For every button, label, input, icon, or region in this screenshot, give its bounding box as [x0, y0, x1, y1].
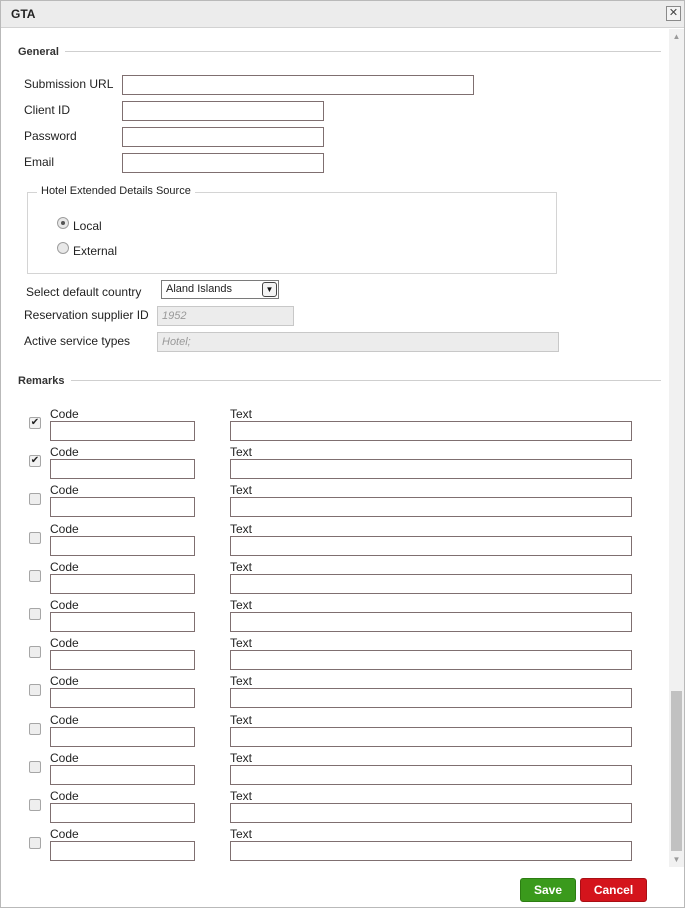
submission-url-label: Submission URL	[24, 77, 114, 91]
remark-text-input[interactable]	[230, 803, 632, 823]
client-id-label: Client ID	[24, 103, 71, 117]
remark-code-input[interactable]	[50, 803, 195, 823]
hotel-source-fieldset	[27, 192, 557, 274]
external-radio-label[interactable]: External	[73, 244, 118, 258]
remark-text-label: Text	[230, 636, 253, 650]
remark-checkbox[interactable]	[29, 646, 41, 658]
general-legend: General	[18, 46, 59, 58]
remark-code-label: Code	[50, 713, 79, 727]
remark-code-input[interactable]	[50, 765, 195, 785]
dialog-title: GTA	[11, 7, 36, 21]
scroll-up-icon[interactable]: ▲	[672, 32, 681, 41]
remark-text-input[interactable]	[230, 497, 632, 517]
remark-code-input[interactable]	[50, 841, 195, 861]
remark-text-input[interactable]	[230, 612, 632, 632]
remark-code-label: Code	[50, 598, 79, 612]
remark-checkbox[interactable]: ✔	[30, 455, 40, 466]
cancel-button[interactable]: Cancel	[580, 878, 647, 902]
remark-text-input[interactable]	[230, 841, 632, 861]
remark-text-input[interactable]	[230, 536, 632, 556]
remark-text-label: Text	[230, 674, 253, 688]
remark-checkbox[interactable]	[29, 723, 41, 735]
local-radio[interactable]	[57, 217, 69, 229]
password-input[interactable]	[122, 127, 324, 147]
remark-code-label: Code	[50, 751, 79, 765]
remark-checkbox[interactable]	[29, 532, 41, 544]
remarks-legend: Remarks	[18, 375, 65, 387]
remark-text-label: Text	[230, 560, 253, 574]
remark-text-input[interactable]	[230, 727, 632, 747]
save-button[interactable]: Save	[520, 878, 576, 902]
title-bar	[1, 1, 684, 28]
remark-code-input[interactable]	[50, 459, 195, 479]
remark-code-label: Code	[50, 522, 79, 536]
remark-text-label: Text	[230, 483, 253, 497]
remark-checkbox[interactable]	[29, 608, 41, 620]
scrollbar[interactable]	[669, 29, 684, 867]
remark-text-input[interactable]	[230, 765, 632, 785]
scrollbar-thumb[interactable]	[671, 691, 682, 851]
remark-code-input[interactable]	[50, 688, 195, 708]
remark-code-label: Code	[50, 789, 79, 803]
remark-checkbox[interactable]	[29, 570, 41, 582]
default-country-value: Aland Islands	[166, 283, 233, 295]
remark-text-label: Text	[230, 407, 253, 421]
remark-text-input[interactable]	[230, 421, 632, 441]
remark-code-input[interactable]	[50, 421, 195, 441]
remark-code-label: Code	[50, 674, 79, 688]
remark-code-label: Code	[50, 827, 79, 841]
close-icon[interactable]: ✕	[666, 6, 681, 21]
submission-url-input[interactable]	[122, 75, 474, 95]
remark-text-input[interactable]	[230, 650, 632, 670]
remark-checkbox[interactable]	[29, 684, 41, 696]
remark-code-label: Code	[50, 560, 79, 574]
scroll-down-icon[interactable]: ▼	[672, 855, 681, 864]
email-label: Email	[24, 155, 55, 169]
local-radio-label[interactable]: Local	[73, 219, 102, 233]
remark-code-input[interactable]	[50, 497, 195, 517]
dropdown-arrow-icon[interactable]: ▼	[262, 282, 277, 297]
hotel-source-legend: Hotel Extended Details Source	[37, 185, 195, 197]
remark-checkbox[interactable]	[29, 761, 41, 773]
remark-checkbox[interactable]	[29, 837, 41, 849]
active-service-types-input	[157, 332, 559, 352]
external-radio[interactable]	[57, 242, 69, 254]
remark-checkbox[interactable]: ✔	[30, 417, 40, 428]
default-country-label: Select default country	[26, 285, 142, 299]
remark-code-input[interactable]	[50, 536, 195, 556]
remark-text-input[interactable]	[230, 688, 632, 708]
dialog-footer	[1, 867, 684, 907]
password-label: Password	[24, 129, 77, 143]
remark-text-label: Text	[230, 751, 253, 765]
remark-checkbox[interactable]	[29, 799, 41, 811]
remark-code-label: Code	[50, 636, 79, 650]
remark-text-input[interactable]	[230, 459, 632, 479]
remark-text-label: Text	[230, 827, 253, 841]
remark-code-input[interactable]	[50, 612, 195, 632]
remark-code-input[interactable]	[50, 727, 195, 747]
remark-text-label: Text	[230, 713, 253, 727]
remark-text-label: Text	[230, 522, 253, 536]
remark-code-input[interactable]	[50, 574, 195, 594]
remark-code-input[interactable]	[50, 650, 195, 670]
client-id-input[interactable]	[122, 101, 324, 121]
remark-text-label: Text	[230, 598, 253, 612]
remark-code-label: Code	[50, 445, 79, 459]
reservation-supplier-input	[157, 306, 294, 326]
remarks-divider	[71, 380, 661, 381]
email-input[interactable]	[122, 153, 324, 173]
general-divider	[65, 51, 661, 52]
remark-text-input[interactable]	[230, 574, 632, 594]
remark-checkbox[interactable]	[29, 493, 41, 505]
remark-code-label: Code	[50, 407, 79, 421]
remark-text-label: Text	[230, 445, 253, 459]
dialog-content	[1, 29, 669, 867]
reservation-supplier-label: Reservation supplier ID	[24, 308, 149, 322]
remark-code-label: Code	[50, 483, 79, 497]
active-service-types-label: Active service types	[24, 334, 131, 348]
remark-text-label: Text	[230, 789, 253, 803]
default-country-select[interactable]	[161, 280, 279, 299]
